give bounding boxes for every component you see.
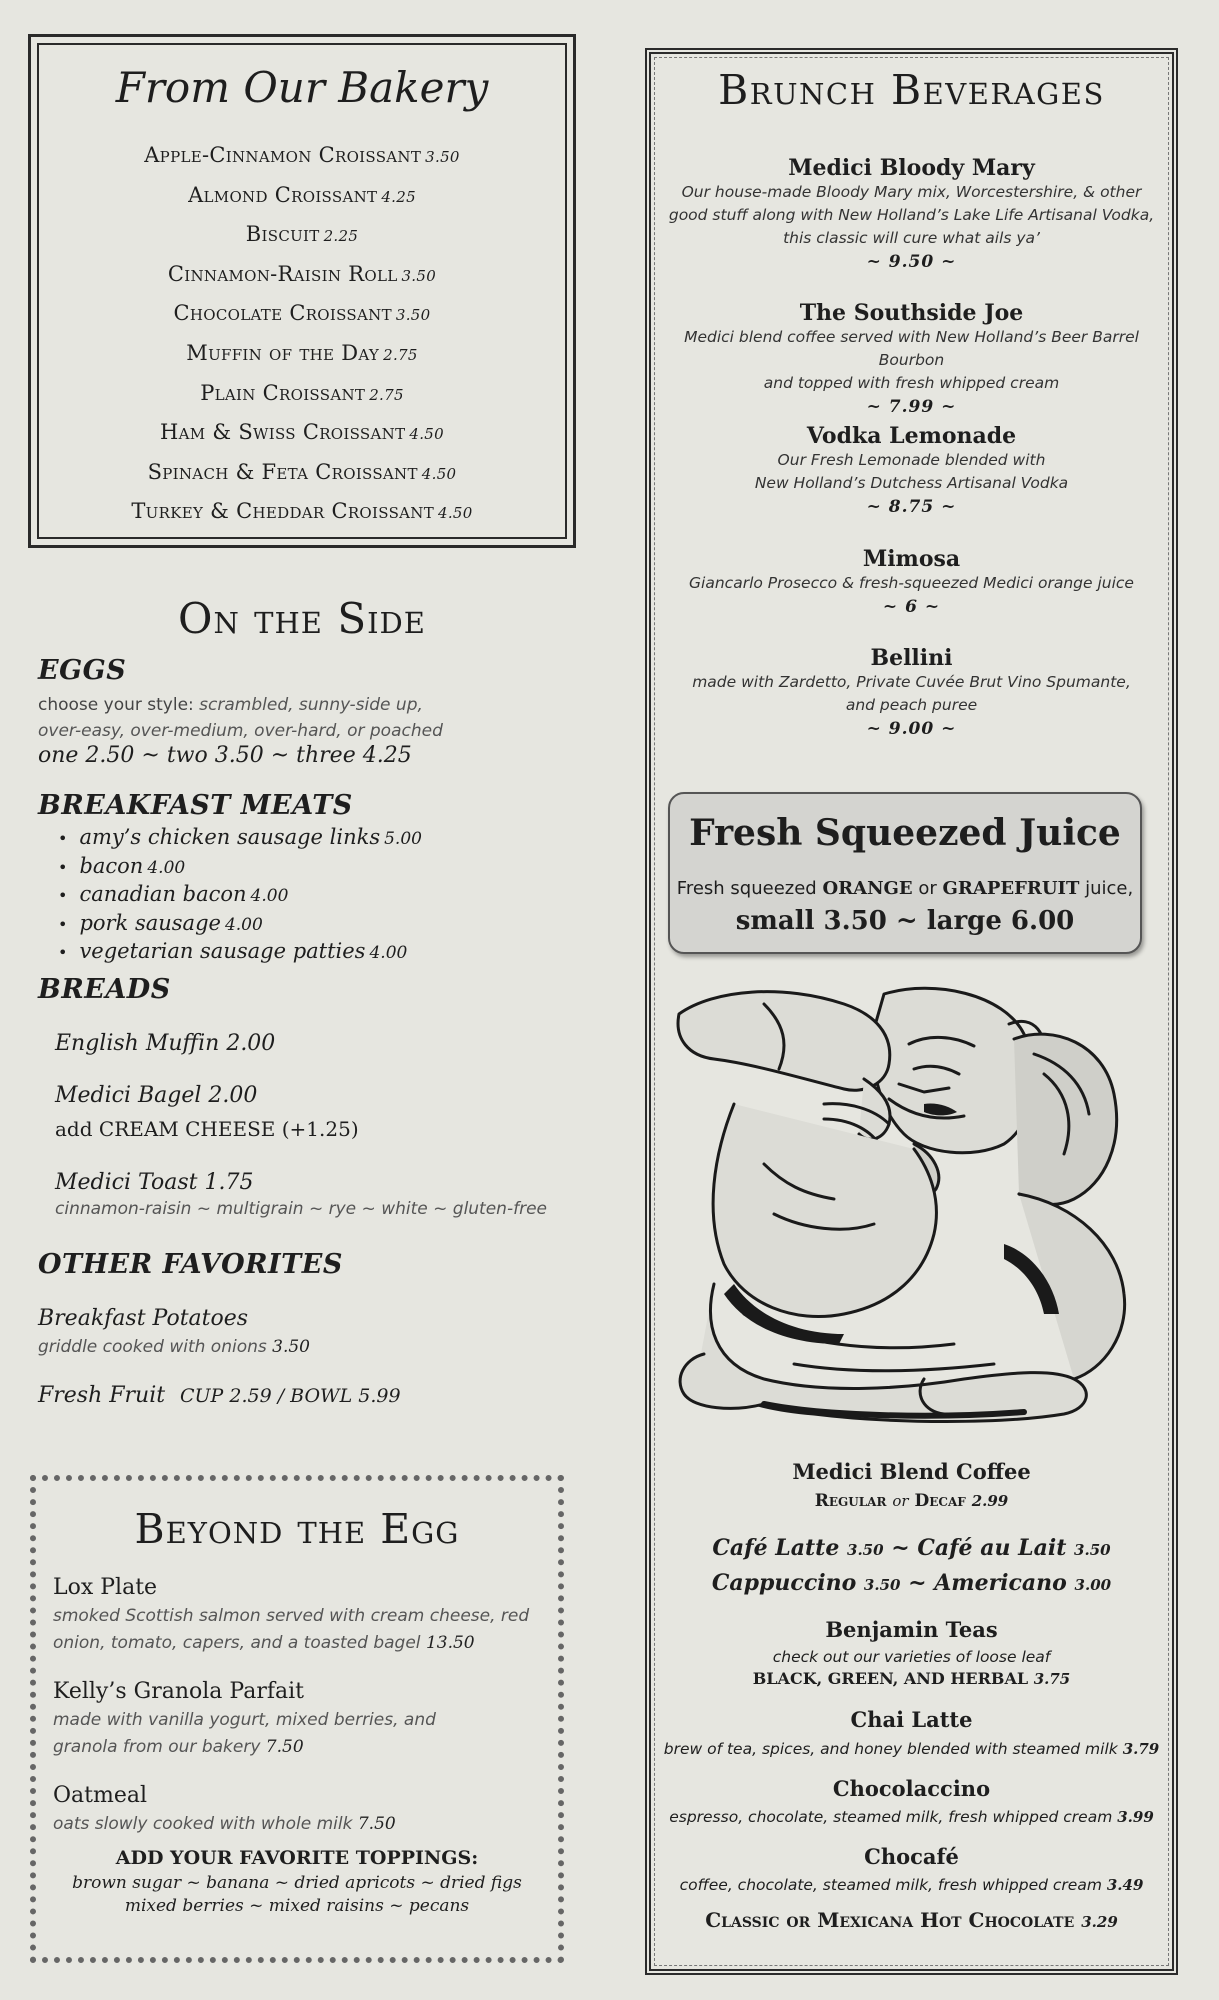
meat-item-price: 4.00 (224, 914, 263, 935)
parfait-price: 7.50 (265, 1737, 304, 1757)
bakery-item-name: Ham & Swiss Croissant (160, 420, 406, 445)
oatmeal: Oatmeal (53, 1783, 148, 1808)
breakfast-meats-list (58, 824, 422, 967)
lox-plate: Lox Plate (53, 1575, 158, 1600)
bakery-list (31, 137, 573, 533)
beverage-description-line: New Holland’s Dutchess Artisanal Vodka (754, 474, 1069, 492)
english-muffin: English Muffin 2.00 (55, 1031, 276, 1056)
americano: Americano (934, 1570, 1067, 1596)
beverage-price: ~ 6 ~ (882, 597, 941, 617)
beverage-item (650, 423, 1173, 517)
beverage-price: ~ 9.50 ~ (866, 252, 957, 272)
cafe-latte-price: 3.50 (847, 1541, 884, 1559)
bakery-item-price: 2.75 (383, 345, 418, 364)
meat-item-price: 4.00 (147, 857, 186, 878)
bakery-section (28, 34, 576, 548)
toast-options: cinnamon-raisin ~ multigrain ~ rye ~ white ~ gluten-free (55, 1199, 547, 1219)
beverage-description-line: made with Zardetto, Private Cuvée Brut Vino Spumante, (692, 673, 1131, 691)
juice-description (670, 878, 1140, 899)
juice-or: or (918, 878, 937, 899)
bakery-item-price: 3.50 (425, 148, 460, 166)
potatoes-price: 3.50 (272, 1337, 310, 1357)
beverage-price: ~ 7.99 ~ (866, 397, 957, 417)
oatmeal-desc: oats slowly cooked with whole milk (53, 1814, 353, 1834)
coffee-regular: Regular (814, 1491, 887, 1511)
eggs-heading: EGGS (38, 655, 127, 686)
hot-chocolate (645, 1908, 1178, 1932)
beyond-the-egg-title: Beyond the Egg (134, 1505, 460, 1553)
chai-latte: Chai Latte (850, 1707, 973, 1732)
beverage-description-line: Our Fresh Lemonade blended with (777, 451, 1046, 469)
bakery-item-name: Chocolate Croissant (173, 301, 392, 326)
bakery-item (31, 493, 573, 533)
chocafe-desc: coffee, chocolate, steamed milk, fresh whipped cream (679, 1876, 1102, 1894)
bakery-item (31, 375, 573, 415)
beverage-description-line: this classic will cure what ails ya’ (783, 229, 1040, 247)
cappuccino-price: 3.50 (863, 1576, 901, 1594)
beverage-price: ~ 9.00 ~ (866, 719, 957, 739)
beverage-description-line: Our house-made Bloody Mary mix, Worcestershire, & other (681, 183, 1142, 201)
juice-price: small 3.50 ~ large 6.00 (735, 906, 1075, 936)
beverage-name: Bellini (870, 645, 953, 671)
medici-bagel: Medici Bagel 2.00 (55, 1083, 258, 1108)
juice-desc-pre: Fresh squeezed (676, 878, 817, 899)
potatoes-desc-text: griddle cooked with onions (38, 1337, 267, 1357)
bakery-item-price: 3.50 (395, 306, 431, 325)
medici-toast: Medici Toast 1.75 (55, 1170, 254, 1195)
meat-item-name: amy’s chicken sausage links (79, 825, 381, 849)
lox-desc-2: onion, tomato, capers, and a toasted bagel (53, 1633, 421, 1653)
bakery-item-price: 2.25 (323, 227, 359, 246)
toppings-line-1: brown sugar ~ banana ~ dried apricots ~ dried figs (72, 1873, 522, 1893)
eggs-description (38, 692, 558, 744)
bakery-item-name: Biscuit (245, 222, 320, 247)
bakery-item (31, 256, 573, 296)
beverage-item (650, 155, 1173, 272)
bakery-item (31, 177, 573, 217)
teas-description: check out our varieties of loose leaf (772, 1648, 1051, 1666)
beverage-description-line: good stuff along with New Holland’s Lake Life Artisanal Vodka, (668, 206, 1155, 224)
eggs-styles-1: scrambled, sunny-side up, (199, 695, 423, 715)
meat-item-price: 5.00 (384, 829, 422, 849)
chocolaccino-price: 3.99 (1117, 1808, 1154, 1826)
parfait-desc-2: granola from our bakery (53, 1737, 261, 1757)
teas-kinds-text: BLACK, GREEN, AND HERBAL (752, 1669, 1029, 1688)
cafe-latte: Café Latte (712, 1535, 840, 1561)
bakery-item-price: 2.75 (369, 385, 404, 404)
granola-parfait-description (53, 1707, 553, 1761)
chocolaccino: Chocolaccino (832, 1776, 991, 1801)
toppings-heading: ADD YOUR FAVORITE TOPPINGS: (115, 1847, 479, 1869)
medici-blend-coffee: Medici Blend Coffee (792, 1459, 1031, 1484)
bakery-item (31, 414, 573, 454)
beyond-the-egg-section (30, 1475, 564, 1963)
meat-item (58, 910, 422, 939)
bakery-item (31, 295, 573, 335)
on-the-side-title: On the Side (178, 594, 426, 643)
bakery-item (31, 454, 573, 494)
bakery-item-name: Spinach & Feta Croissant (147, 459, 418, 484)
meat-item-price: 4.00 (250, 886, 289, 906)
lox-plate-description (53, 1603, 553, 1657)
coffee-regular-decaf (645, 1491, 1178, 1511)
bakery-item (31, 335, 573, 375)
beverage-description-line: and peach puree (845, 696, 978, 714)
chocafe-price: 3.49 (1106, 1876, 1144, 1894)
bakery-item-name: Almond Croissant (188, 182, 378, 207)
bakery-title: From Our Bakery (115, 63, 489, 112)
chocafe: Chocafé (864, 1844, 959, 1869)
latte-row: Café Latte 3.50 ~ Café au Lait 3.50 (712, 1535, 1111, 1561)
bakery-item-price: 4.50 (409, 425, 444, 444)
fresh-juice-box (668, 792, 1142, 954)
beverage-item (650, 300, 1173, 417)
meat-item-price: 4.00 (369, 943, 408, 963)
meat-item (58, 938, 422, 967)
beverage-description-line: and topped with fresh whipped cream (763, 374, 1060, 392)
coffee-or: or (892, 1492, 909, 1510)
eggs-choose-label: choose your style: (38, 695, 194, 715)
chocolaccino-desc: espresso, chocolate, steamed milk, fresh whipped cream (669, 1808, 1113, 1826)
granola-parfait: Kelly’s Granola Parfait (53, 1679, 304, 1704)
eggs-pricing: one 2.50 ~ two 3.50 ~ three 4.25 (38, 743, 412, 768)
breakfast-potatoes: Breakfast Potatoes (38, 1306, 249, 1331)
oatmeal-description (53, 1811, 396, 1838)
cappuccino: Cappuccino (711, 1570, 857, 1596)
bakery-item-name: Apple-Cinnamon Croissant (144, 143, 422, 167)
beverage-item (650, 645, 1173, 739)
hot-chocolate-price: 3.29 (1081, 1913, 1118, 1931)
beverage-name: Mimosa (862, 546, 961, 572)
coffee-decaf: Decaf (914, 1491, 966, 1511)
chocolaccino-description (645, 1806, 1178, 1828)
juice-orange: ORANGE (822, 878, 913, 899)
bakery-item-price: 4.50 (421, 464, 457, 483)
meat-item-name: vegetarian sausage patties (79, 939, 366, 963)
hot-chocolate-text: Classic or Mexicana Hot Chocolate (705, 1908, 1075, 1932)
beverage-description-line: Giancarlo Prosecco & fresh-squeezed Medici orange juice (689, 574, 1134, 592)
beverage-item (650, 546, 1173, 617)
toppings-line-2: mixed berries ~ mixed raisins ~ pecans (124, 1896, 470, 1916)
chai-desc: brew of tea, spices, and honey blended with steamed milk (663, 1740, 1118, 1758)
chocafe-description (645, 1874, 1178, 1896)
bakery-item-name: Plain Croissant (200, 380, 366, 405)
beverage-name: The Southside Joe (799, 300, 1024, 326)
cream-cheese-addon: add CREAM CHEESE (+1.25) (55, 1117, 359, 1141)
meat-item-name: pork sausage (79, 910, 221, 935)
breads-heading: BREADS (38, 974, 171, 1005)
teas-price: 3.75 (1033, 1670, 1071, 1688)
bakery-item-name: Cinnamon-Raisin Roll (167, 261, 398, 286)
juice-grapefruit: GRAPEFRUIT (942, 878, 1080, 899)
bakery-item (31, 216, 573, 256)
americano-price: 3.00 (1074, 1576, 1112, 1594)
parfait-desc-1: made with vanilla yogurt, mixed berries, and (53, 1710, 436, 1730)
bakery-item (31, 137, 573, 177)
other-favorites-heading: OTHER FAVORITES (38, 1249, 343, 1280)
chai-description (645, 1738, 1178, 1760)
bakery-item-name: Turkey & Cheddar Croissant (131, 499, 435, 524)
meat-item-name: bacon (79, 853, 144, 878)
fresh-fruit-price: CUP 2.59 / BOWL 5.99 (180, 1385, 401, 1407)
meat-item (58, 853, 422, 882)
lox-price: 13.50 (425, 1633, 475, 1653)
beverage-name: Medici Bloody Mary (788, 155, 1035, 181)
cafe-au-lait: Café au Lait (917, 1535, 1067, 1561)
lox-desc-1: smoked Scottish salmon served with cream cheese, red (53, 1606, 530, 1626)
benjamin-teas: Benjamin Teas (825, 1617, 998, 1642)
juice-desc-post: juice, (1085, 878, 1134, 899)
beverage-name: Vodka Lemonade (806, 423, 1017, 449)
cappuccino-row: Cappuccino 3.50 ~ Americano 3.00 (711, 1570, 1112, 1596)
beverage-price: ~ 8.75 ~ (866, 497, 957, 517)
woodcut-figure-illustration (674, 984, 1144, 1424)
bakery-item-price: 4.50 (438, 504, 473, 523)
eggs-styles-2: over-easy, over-medium, over-hard, or poached (38, 721, 443, 741)
teas-kinds (645, 1669, 1178, 1688)
fresh-fruit: Fresh Fruit (38, 1383, 166, 1408)
meat-item (58, 824, 422, 853)
juice-title: Fresh Squeezed Juice (689, 812, 1121, 854)
breakfast-meats-heading: BREAKFAST MEATS (38, 790, 353, 821)
bakery-item-name: Muffin of the Day (186, 340, 380, 365)
bakery-item-price: 3.50 (401, 266, 437, 285)
beverage-description-line: Medici blend coffee served with New Holland’s Beer Barrel Bourbon (684, 328, 1139, 369)
cafe-au-lait-price: 3.50 (1074, 1541, 1111, 1559)
chai-price: 3.79 (1122, 1740, 1160, 1758)
brunch-beverages-title: Brunch Beverages (718, 66, 1105, 114)
potatoes-description (38, 1334, 310, 1360)
oatmeal-price: 7.50 (357, 1814, 396, 1834)
coffee-decaf-price: 2.99 (971, 1492, 1009, 1510)
meat-item-name: canadian bacon (79, 882, 247, 906)
meat-item (58, 881, 422, 910)
bakery-item-price: 4.25 (381, 187, 416, 206)
